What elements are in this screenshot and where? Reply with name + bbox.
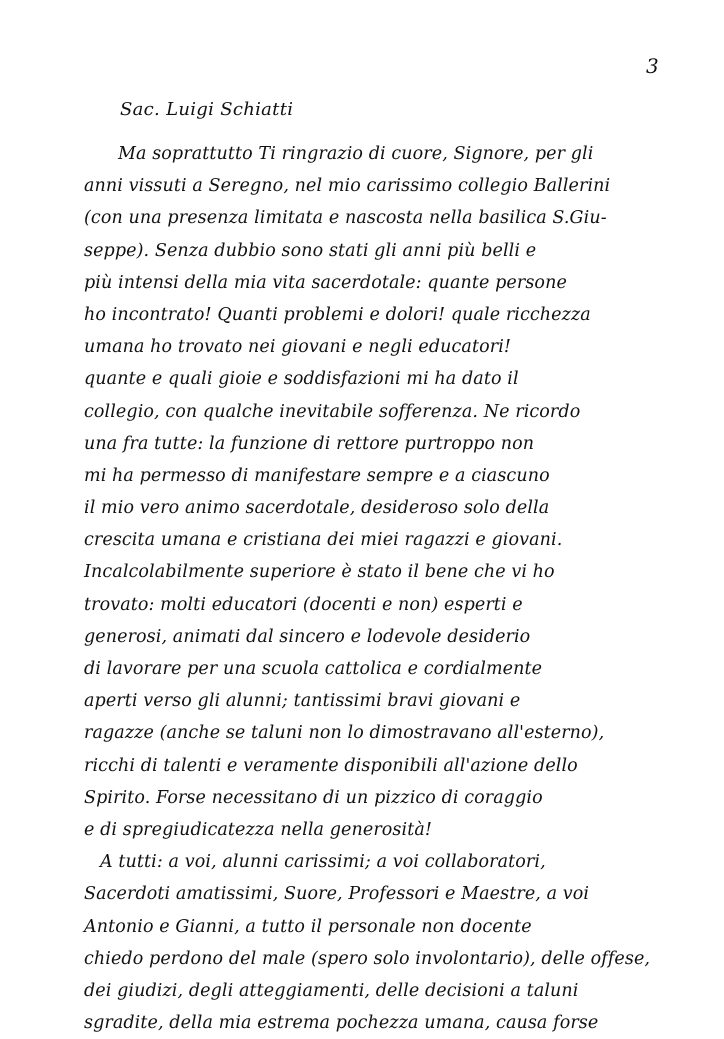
text-line: crescita umana e cristiana dei miei ragazzi e giovani.	[84, 530, 563, 551]
text-line: ho incontrato! Quanti problemi e dolori! quale ricchezza	[84, 304, 591, 325]
page-number: 3	[646, 54, 659, 78]
text-line: di lavorare per una scuola cattolica e cordialmente	[84, 659, 543, 679]
text-line: ragazze (anche se taluni non lo dimostravano all'esterno),	[84, 723, 605, 744]
text-line: Spirito. Forse necessitano di un pizzico di coraggio	[84, 787, 543, 808]
text-line: sgradite, della mia estrema pochezza umana, causa forse	[84, 1013, 599, 1034]
letter-body	[84, 138, 651, 1039]
text-line: A tutti: a voi, alunni carissimi; a voi collaboratori,	[100, 852, 546, 873]
text-line: aperti verso gli alunni; tantissimi bravi giovani e	[84, 691, 521, 712]
text-line: Antonio e Gianni, a tutto il personale non docente	[84, 916, 532, 937]
text-line: il mio vero animo sacerdotale, desideroso solo della	[84, 498, 550, 519]
text-line: Ma soprattutto Ti ringrazio di cuore, Signore, per gli	[118, 144, 594, 164]
text-line: (con una presenza limitata e nascosta nella basilica S.Giu-	[84, 208, 607, 229]
text-line: Sacerdoti amatissimi, Suore, Professori e Maestre, a voi	[84, 884, 590, 905]
text-line: dei giudizi, degli atteggiamenti, delle decisioni a taluni	[84, 980, 579, 1001]
text-line: una fra tutte: la funzione di rettore purtroppo non	[84, 433, 535, 454]
author-heading: Sac. Luigi Schiatti	[120, 99, 294, 120]
text-line: generosi, animati dal sincero e lodevole desiderio	[84, 626, 531, 647]
text-line: quante e quali gioie e soddisfazioni mi ha dato il	[84, 369, 519, 390]
text-line: anni vissuti a Seregno, nel mio carissimo collegio Ballerini	[84, 176, 611, 197]
text-line: seppe). Senza dubbio sono stati gli anni più belli e	[84, 240, 537, 261]
text-line: collegio, con qualche inevitabile sofferenza. Ne ricordo	[84, 401, 581, 422]
text-line: e di spregiudicatezza nella generosità!	[84, 819, 432, 840]
text-line: ricchi di talenti e veramente disponibili all'azione dello	[84, 755, 578, 776]
text-line: trovato: molti educatori (docenti e non) esperti e	[84, 594, 523, 615]
text-line: mi ha permesso di manifestare sempre e a ciascuno	[84, 465, 550, 486]
text-line: più intensi della mia vita sacerdotale: quante persone	[84, 272, 567, 293]
text-line: umana ho trovato nei giovani e negli educatori!	[84, 337, 512, 358]
text-line: chiedo perdono del male (spero solo involontario), delle offese,	[84, 948, 651, 969]
text-line: Incalcolabilmente superiore è stato il bene che vi ho	[84, 562, 555, 583]
